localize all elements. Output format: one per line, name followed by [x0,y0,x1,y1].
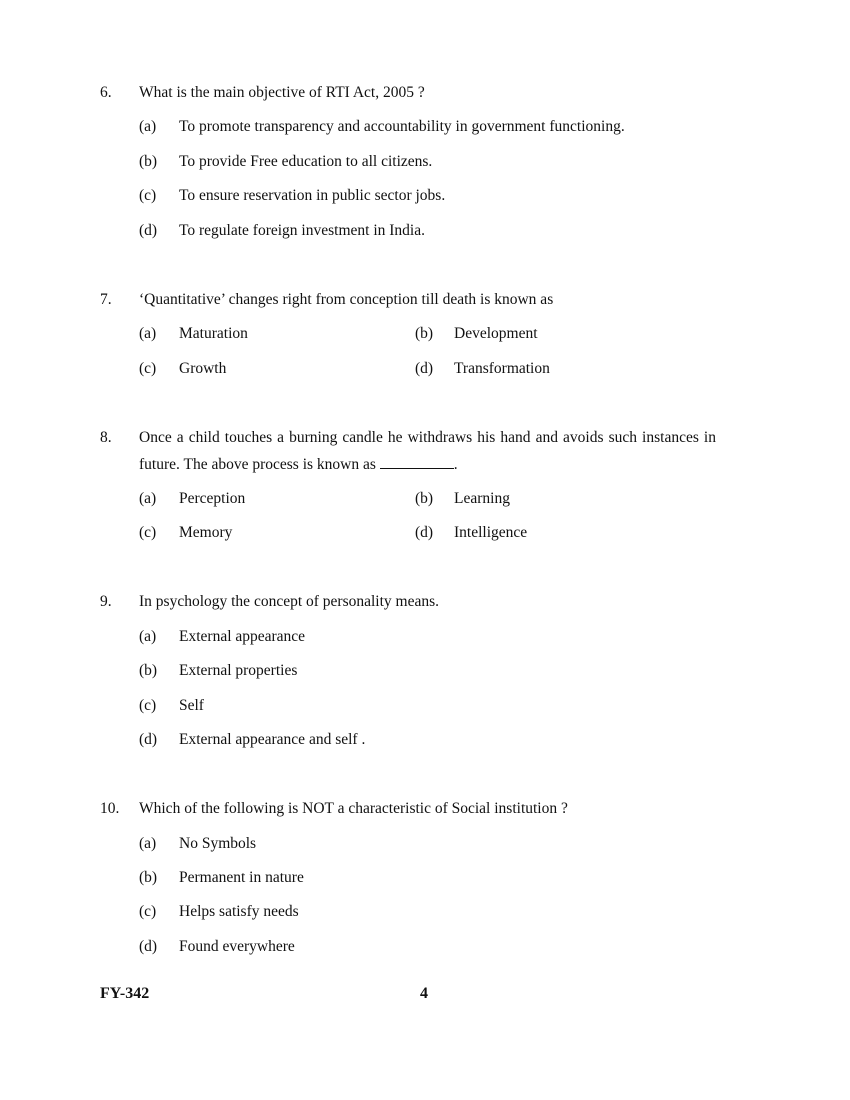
question-6-option-c-text: To ensure reservation in public sector jobs. [179,187,446,204]
question-9-option-c-text: Self [179,697,204,714]
question-8-option-a-text: Perception [179,490,246,507]
question-8-option-a-label: (a) [139,490,157,507]
question-10-option-b-text: Permanent in nature [179,869,304,886]
question-7-option-d-label: (d) [415,360,434,377]
footer-page-number: 4 [420,985,428,1002]
question-9-option-b-label: (b) [139,662,158,679]
question-7-option-a-label: (a) [139,325,157,342]
question-10-option-d-label: (d) [139,938,158,955]
question-10-option-c-label: (c) [139,903,157,920]
question-8-option-b-label: (b) [415,490,434,507]
question-10-option-c-text: Helps satisfy needs [179,903,299,920]
question-9-option-a-label: (a) [139,628,157,645]
question-6-option-d-text: To regulate foreign investment in India. [179,222,425,239]
question-8-option-c-label: (c) [139,524,157,541]
question-7-option-b-label: (b) [415,325,434,342]
question-9-option-b-text: External properties [179,662,298,679]
question-7-option-b-text: Development [454,325,538,342]
question-8-option-d-text: Intelligence [454,524,528,541]
question-7-text: ‘Quantitative’ changes right from conception till death is known as [139,291,554,308]
question-9-option-d-text: External appearance and self . [179,731,366,748]
question-8-text: Once a child touches a burning candle he withdraws his hand and avoids such instances in future. The above process is known as [139,429,716,473]
question-7-option-a-text: Maturation [179,325,248,342]
footer-paper-code: FY-342 [100,985,150,1002]
question-6-text: What is the main objective of RTI Act, 2005 ? [139,84,425,101]
question-8-option-d-label: (d) [415,524,434,541]
question-9-number: 9. [100,593,112,610]
question-8-text-block [139,424,716,478]
question-8-option-b-text: Learning [454,490,510,507]
question-9-text: In psychology the concept of personality means. [139,593,440,610]
question-10-number: 10. [100,800,120,817]
answer-blank [380,454,454,469]
question-6-option-b-label: (b) [139,153,158,170]
question-6-number: 6. [100,84,112,101]
question-8-text-end: . [453,456,458,473]
question-6-option-b-text: To provide Free education to all citizens. [179,153,433,170]
question-10-option-a-text: No Symbols [179,835,257,852]
question-7-option-d-text: Transformation [454,360,550,377]
question-6-option-a-label: (a) [139,118,157,135]
question-8-option-c-text: Memory [179,524,233,541]
question-8-number: 8. [100,429,112,446]
question-7-option-c-label: (c) [139,360,157,377]
question-9-option-d-label: (d) [139,731,158,748]
question-7-option-c-text: Growth [179,360,227,377]
question-9-option-c-label: (c) [139,697,157,714]
question-10-option-a-label: (a) [139,835,157,852]
question-6-option-d-label: (d) [139,222,158,239]
question-7-number: 7. [100,291,112,308]
question-9-option-a-text: External appearance [179,628,306,645]
question-10-option-b-label: (b) [139,869,158,886]
question-10-text: Which of the following is NOT a characteristic of Social institution ? [139,800,568,817]
question-6-option-c-label: (c) [139,187,157,204]
question-10-option-d-text: Found everywhere [179,938,295,955]
question-6-option-a-text: To promote transparency and accountability in government functioning. [179,118,625,135]
